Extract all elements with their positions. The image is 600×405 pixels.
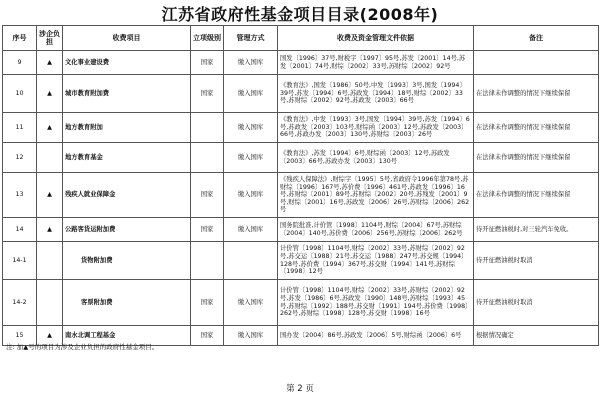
table-row [3,173,599,218]
row-item: 残疾人就业保障金 [63,173,191,218]
row-docs: 《教育法》,苏发〔1994〕6号,财综函〔2003〕12号,苏政发〔2003〕66号,苏政办发〔2003〕130号 [278,143,474,173]
table-row [3,242,599,280]
row-docs: 《残疾人保障法》,财综字〔1995〕5号,省政府令1996年第78号,苏财综〔1996〕167号,苏价费〔1996〕461号,苏政发〔1996〕16号,苏财综〔2001〕89号,苏财综〔2002〕20号,苏残发〔2001〕9号,财综〔2001〕16号,苏政发〔2006〕26号,苏财综〔2006〕262号 [278,173,474,218]
row-burden: ▲ [37,51,63,75]
header-level: 立项级别 [191,26,224,51]
row-level: 国家 [191,280,224,326]
table-row [3,280,599,326]
header-burden: 涉企负担 [37,26,63,51]
row-seq: 14-1 [3,242,37,280]
row-mgmt: 缴入国库 [224,218,278,242]
row-burden: ▲ [37,218,63,242]
row-item: 公路客货运附加费 [63,218,191,242]
row-mgmt: 缴入国库 [224,51,278,75]
row-docs: 《教育法》,国发〔1986〕50号,中发〔1993〕3号,国发〔1994〕39号,苏发〔1994〕6号,苏政发〔1994〕18号,财综〔2002〕33号,苏财综〔2002〕92号,苏政发〔2003〕66号 [278,75,474,113]
row-item: 文化事业建设费 [63,51,191,75]
row-item: 货物附加费 [63,242,191,280]
row-burden: ▲ [37,326,63,346]
row-remark: 待开征燃油税时取消 [474,242,599,280]
row-seq: 11 [3,113,37,143]
document-title: 江苏省政府性基金项目目录(2008年) [161,5,439,24]
row-seq: 12 [3,143,37,173]
row-item: 地方教育基金 [63,143,191,173]
row-burden [37,242,63,280]
row-mgmt: 缴入国库 [224,326,278,346]
row-remark: 在法律未作调整的情况下继续保留 [474,75,599,113]
row-level: 国家 [191,218,224,242]
header-row [3,26,599,51]
row-burden [37,143,63,173]
row-docs: 国务院批准,计价管〔1998〕1104号,财综〔2004〕67号,苏财综〔2004〕140号,苏价费〔2006〕256号,苏财综〔2006〕262号 [278,218,474,242]
row-level: 国家 [191,75,224,113]
row-mgmt: 缴入国库 [224,143,278,173]
row-remark [474,51,599,75]
row-level [191,143,224,173]
row-remark: 待开征燃油税时取消 [474,280,599,326]
row-seq: 14-2 [3,280,37,326]
table-row [3,143,599,173]
row-mgmt [224,242,278,280]
row-mgmt: 缴入国库 [224,113,278,143]
fund-table [2,25,599,346]
table-row [3,51,599,75]
row-remark: 待开征燃油税时,对三轮汽车免收。 [474,218,599,242]
row-level [191,113,224,143]
row-item: 地方教育附加 [63,113,191,143]
row-docs: 国发〔1996〕37号,财税字〔1997〕95号,苏发〔2001〕14号,苏发〔2001〕74号,财综〔2002〕33号,苏财综〔2002〕92号 [278,51,474,75]
row-item: 城市教育附加费 [63,75,191,113]
row-level [191,242,224,280]
row-level: 国家 [191,173,224,218]
row-docs: 《教育法》,中发〔1993〕3号,国发〔1994〕39号,苏发〔1994〕6号,苏政发〔2003〕103号,财综函〔2003〕12号,苏政发〔2003〕66号,苏政办发〔2003〕130号,苏财综〔2003〕26号 [278,113,474,143]
table-row [3,113,599,143]
page-number: 第 2 页 [286,384,314,394]
row-mgmt: 缴入国库 [224,75,278,113]
row-seq: 13 [3,173,37,218]
row-remark: 根据情况确定 [474,326,599,346]
row-burden: ▲ [37,75,63,113]
row-remark: 在法律未作调整的情况下继续保留 [474,173,599,218]
row-seq: 14 [3,218,37,242]
row-seq: 15 [3,326,37,346]
table-row [3,218,599,242]
row-item: 客票附加费 [63,280,191,326]
header-item: 收费项目 [63,26,191,51]
header-mgmt: 管理方式 [224,26,278,51]
row-docs: 计价管〔1998〕1104号,财综〔2002〕33号,苏财综〔2002〕92号,苏发〔1986〕6号,苏政发〔1990〕148号,苏财综〔1993〕45号,苏财综〔1992〕188号,苏交财〔1991〕194号,苏价费〔1998〕262号,苏财综〔1998〕128号,苏交财〔1998〕16号 [278,280,474,326]
row-level: 国家 [191,51,224,75]
row-remark: 在法律未作调整的情况下继续保留 [474,143,599,173]
row-seq: 10 [3,75,37,113]
row-mgmt: 缴入国库 [224,173,278,218]
row-docs: 计价管〔1998〕1104号,财综〔2002〕33号,苏财综〔2002〕92号,苏交运〔1988〕21号,苏交运〔1988〕247号,苏交规〔1994〕128号,苏价费〔1994〕367号,苏交财〔1994〕141号,苏财综〔1998〕12号 [278,242,474,280]
row-level: 国家 [191,326,224,346]
row-remark: 在法律未作调整的情况下继续保留 [474,113,599,143]
row-burden: ▲ [37,113,63,143]
row-docs: 国办发〔2004〕86号,苏政发〔2006〕5号,财综函〔2006〕6号 [278,326,474,346]
footnote: 注: 加▲号的项目为涉及企业负担的政府性基金项目。 [6,343,159,351]
row-seq: 9 [3,51,37,75]
row-item: 南水北调工程基金 [63,326,191,346]
header-seq: 序号 [3,26,37,51]
row-burden: ▲ [37,173,63,218]
row-mgmt: 缴入国库 [224,280,278,326]
row-burden [37,280,63,326]
header-remark: 备注 [474,26,599,51]
header-docs: 收费及资金管理文件依据 [278,26,474,51]
table-row [3,75,599,113]
